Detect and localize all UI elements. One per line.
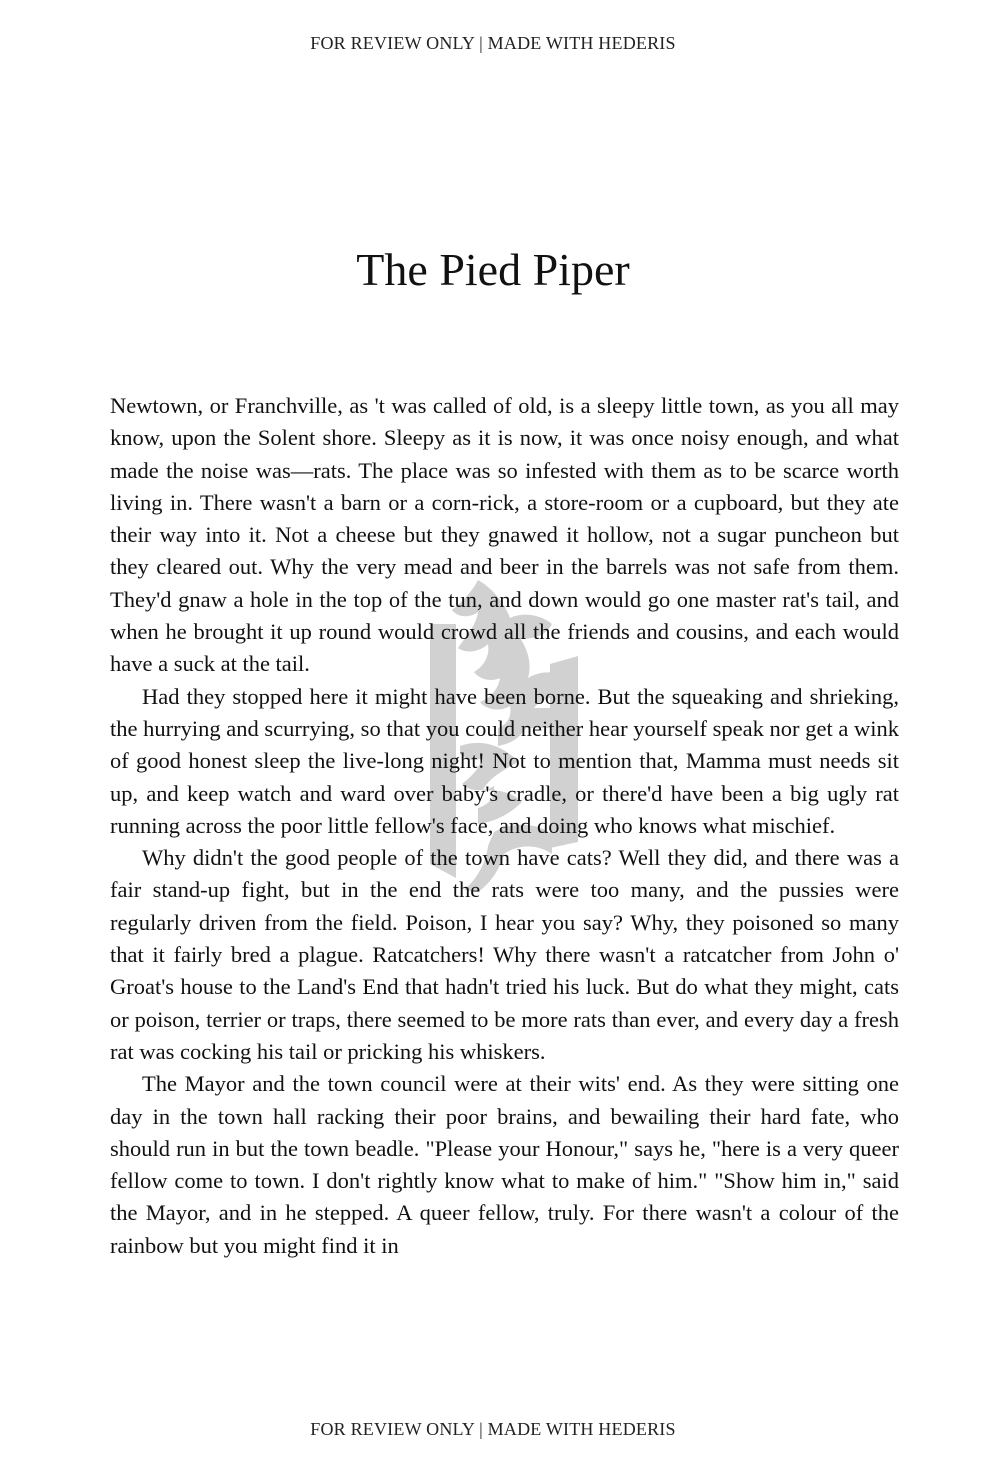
paragraph: The Mayor and the town council were at their wits' end. As they were sitting one day in the town hall racking their poor brains, and bewailing their hard fate, who should run in but the town beadle. "Please your Honour," says he, "here is a very queer fellow come to town. I don't rightly know what to make of him." "Show him in," said the Mayor, and in he stepped. A queer fellow, truly. For there wasn't a colour of the rainbow but you might find it in	[110, 1071, 899, 1258]
running-footer: FOR REVIEW ONLY | MADE WITH HEDERIS	[310, 1419, 676, 1439]
paragraph: Why didn't the good people of the town have cats? Well they did, and there was a fair stand-up fight, but in the end the rats were too many, and the pussies were regularly driven from the field. Poison, I hear you say? Why, they poisoned so many that it fairly bred a plague. Ratcatchers! Why there wasn't a ratcatcher from John o' Groat's house to the Land's End that hadn't tried his luck. But do what they might, cats or poison, terrier or traps, there seemed to be more rats than ever, and every day a fresh rat was cocking his tail or pricking his whiskers.	[110, 845, 899, 1064]
running-header: FOR REVIEW ONLY | MADE WITH HEDERIS	[310, 33, 676, 53]
paragraph: Had they stopped here it might have been borne. But the squeaking and shrieking, the hurrying and scurrying, so that you could neither hear yourself speak nor get a wink of good honest sleep the live-long night! Not to mention that, Mamma must needs sit up, and keep watch and ward over baby's cradle, or there'd have been a big ugly rat running across the poor little fellow's face, and doing who knows what mischief.	[110, 683, 899, 838]
chapter-body	[110, 390, 899, 1262]
chapter-title: The Pied Piper	[356, 244, 630, 295]
paragraph: Newtown, or Franchville, as 't was called of old, is a sleepy little town, as you all may know, upon the Solent shore. Sleepy as it is now, it was once noisy enough, and what made the noise was—rats. The place was so infested with them as to be scarce worth living in. There wasn't a barn or a corn-rick, a store-room or a cupboard, but they ate their way into it. Not a cheese but they gnawed it hollow, not a sugar puncheon but they cleared out. Why the very mead and beer in the barrels was not safe from them. They'd gnaw a hole in the top of the tun, and down would go one master rat's tail, and when he brought it up round would crowd all the friends and cousins, and each would have a suck at the tail.	[110, 393, 899, 677]
